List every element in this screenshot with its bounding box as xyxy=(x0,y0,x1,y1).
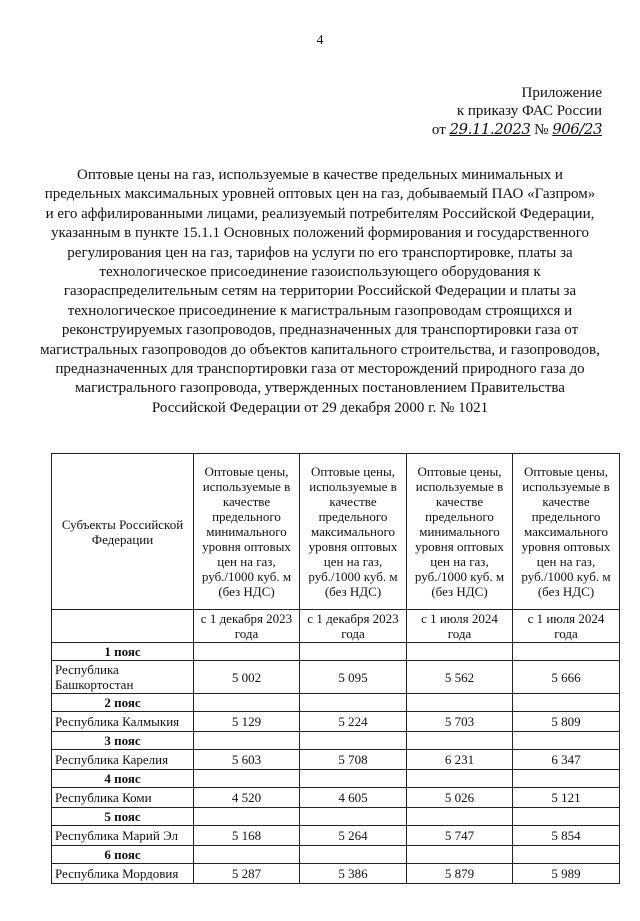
price-cell: 5 747 xyxy=(407,826,513,846)
price-cell: 5 879 xyxy=(407,864,513,884)
price-cell: 5 026 xyxy=(407,788,513,808)
appendix-order-ref: к приказу ФАС России xyxy=(456,103,602,119)
subject-header: Субъекты Российской Федерации xyxy=(52,454,194,610)
appendix-block xyxy=(432,84,602,139)
table-row xyxy=(52,826,620,846)
table-row xyxy=(52,750,620,770)
price-cell: 6 231 xyxy=(407,750,513,770)
price-cell: 5 168 xyxy=(194,826,300,846)
price-cell: 5 809 xyxy=(513,712,620,732)
region-name: Республика Башкортостан xyxy=(52,661,194,694)
empty-cell xyxy=(52,610,194,643)
page-number: 4 xyxy=(316,33,324,48)
price-cell: 5 603 xyxy=(194,750,300,770)
handwritten-date: 29.11.2023 xyxy=(449,120,531,138)
price-cell: 5 095 xyxy=(300,661,407,694)
region-name: Республика Коми xyxy=(52,788,194,808)
zone-row xyxy=(52,732,620,750)
zone-row xyxy=(52,846,620,864)
prices-table xyxy=(51,453,620,884)
region-name: Республика Карелия xyxy=(52,750,194,770)
column-date: с 1 декабря 2023 года xyxy=(300,610,407,643)
table-row xyxy=(52,864,620,884)
region-name: Республика Марий Эл xyxy=(52,826,194,846)
table-row xyxy=(52,788,620,808)
price-cell: 6 347 xyxy=(513,750,620,770)
price-cell: 5 666 xyxy=(513,661,620,694)
table-row xyxy=(52,712,620,732)
table-date-row xyxy=(52,610,620,643)
price-cell: 5 264 xyxy=(300,826,407,846)
zone-row xyxy=(52,694,620,712)
zone-label: 1 пояс xyxy=(52,643,194,661)
zone-label: 5 пояс xyxy=(52,808,194,826)
column-date: с 1 декабря 2023 года xyxy=(194,610,300,643)
price-cell: 5 121 xyxy=(513,788,620,808)
document-title: Оптовые цены на газ, используемые в качестве предельных минимальных и предельных максимальных уровней оптовых цен на газ, добываемый ПАО «Газпром» и его аффилированными лицами, реализуемый потребителям Российской Федерации, указанным в пункте 15.1.1 Основных положений формирования и государственного регулирования цен на газ, тарифов на услуги по его транспортировке, платы за технологическое присоединение газоиспользующего оборудования к газораспределительным сетям на территории Российской Федерации и платы за технологическое присоединение к магистральным газопроводам строящихся и реконструируемых газопроводов, предназначенных для транспортировки газа от магистральных газопроводов до объектов капитального строительства, и газопроводов, предназначенных для транспортировки газа от месторождений природного газа до магистрального газопровода, утвержденных постановлением Правительства Российской Федерации от 29 декабря 2000 г. № 1021 xyxy=(40,167,600,416)
price-cell: 5 002 xyxy=(194,661,300,694)
zone-row xyxy=(52,643,620,661)
zone-label: 3 пояс xyxy=(52,732,194,750)
price-cell: 5 854 xyxy=(513,826,620,846)
table-row xyxy=(52,661,620,694)
price-cell: 5 287 xyxy=(194,864,300,884)
zone-label: 2 пояс xyxy=(52,694,194,712)
column-header: Оптовые цены, используемые в качестве предельного минимального уровня оптовых цен на газ, руб./1000 куб. м (без НДС) xyxy=(407,454,513,610)
handwritten-number: 906/23 xyxy=(552,120,602,138)
column-header: Оптовые цены, используемые в качестве предельного максимального уровня оптовых цен на газ, руб./1000 куб. м (без НДС) xyxy=(300,454,407,610)
appendix-title: Приложение xyxy=(521,85,602,101)
price-cell: 5 989 xyxy=(513,864,620,884)
price-cell: 5 562 xyxy=(407,661,513,694)
table-header-row xyxy=(52,454,620,610)
price-cell: 5 129 xyxy=(194,712,300,732)
region-name: Республика Калмыкия xyxy=(52,712,194,732)
column-header: Оптовые цены, используемые в качестве предельного минимального уровня оптовых цен на газ, руб./1000 куб. м (без НДС) xyxy=(194,454,300,610)
appendix-date-line xyxy=(432,120,602,139)
date-prefix: от xyxy=(431,122,446,138)
column-date: с 1 июля 2024 года xyxy=(407,610,513,643)
price-cell: 5 386 xyxy=(300,864,407,884)
column-header: Оптовые цены, используемые в качестве предельного максимального уровня оптовых цен на газ, руб./1000 куб. м (без НДС) xyxy=(513,454,620,610)
number-sign: № xyxy=(534,122,549,138)
price-cell: 5 708 xyxy=(300,750,407,770)
zone-row xyxy=(52,770,620,788)
price-cell: 5 224 xyxy=(300,712,407,732)
price-cell: 4 605 xyxy=(300,788,407,808)
zone-row xyxy=(52,808,620,826)
region-name: Республика Мордовия xyxy=(52,864,194,884)
price-cell: 4 520 xyxy=(194,788,300,808)
column-date: с 1 июля 2024 года xyxy=(513,610,620,643)
zone-label: 4 пояс xyxy=(52,770,194,788)
price-cell: 5 703 xyxy=(407,712,513,732)
zone-label: 6 пояс xyxy=(52,846,194,864)
